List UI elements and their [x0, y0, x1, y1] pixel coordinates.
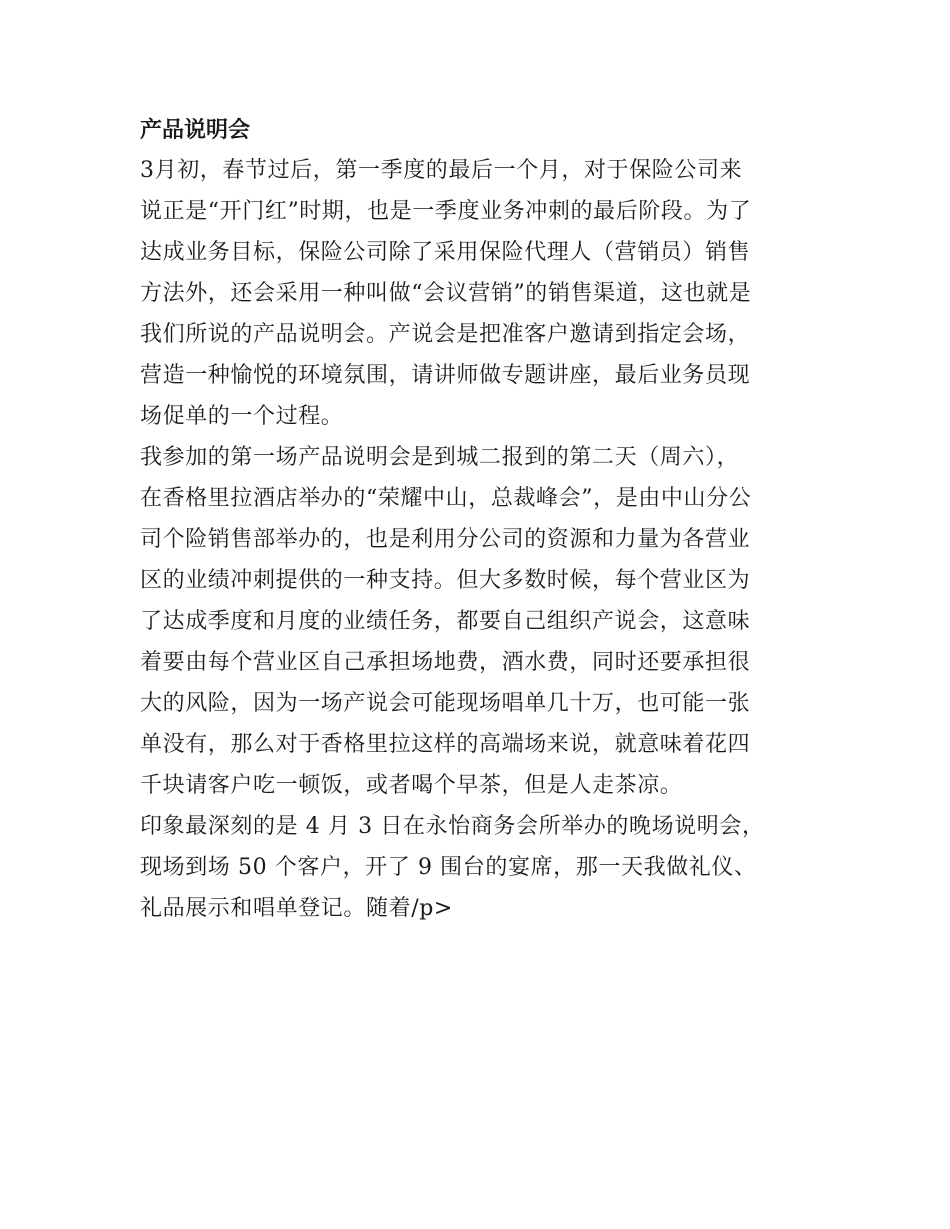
text-line: 3月初，春节过后，第一季度的最后一个月，对于保险公司来: [140, 158, 743, 183]
text-line: 司个险销售部举办的，也是利用分公司的资源和力量为各营业: [140, 527, 751, 552]
text-line: 了达成季度和月度的业绩任务，都要自己组织产说会，这意味: [140, 609, 751, 634]
text-line: 说正是“开门红”时期，也是一季度业务冲刺的最后阶段。为了: [140, 199, 752, 224]
paragraph-2: [140, 437, 820, 806]
document-title: 产品说明会: [140, 117, 251, 143]
text-line: 我参加的第一场产品说明会是到城二报到的第二天（周六），: [140, 445, 740, 470]
text-line: 营造一种愉悦的环境氛围，请讲师做专题讲座，最后业务员现: [140, 363, 751, 388]
document-page: [140, 110, 820, 929]
text-line: 场促单的一个过程。: [140, 404, 344, 429]
text-line: 现场到场 50 个客户，开了 9 围台的宴席，那一天我做礼仪、: [140, 855, 757, 880]
text-line: 区的业绩冲刺提供的一种支持。但大多数时候，每个营业区为: [140, 568, 751, 593]
text-line: 达成业务目标，保险公司除了采用保险代理人（营销员）销售: [140, 240, 751, 265]
text-line: 在香格里拉酒店举办的“荣耀中山，总裁峰会”，是由中山分公: [140, 486, 752, 511]
paragraph-3: [140, 806, 820, 929]
text-line: 大的风险，因为一场产说会可能现场唱单几十万，也可能一张: [140, 691, 751, 716]
text-line: 礼品展示和唱单登记。随着/p>: [140, 896, 453, 921]
text-line: 我们所说的产品说明会。产说会是把准客户邀请到指定会场，: [140, 322, 751, 347]
text-line: 千块请客户吃一顿饭，或者喝个早茶，但是人走茶凉。: [140, 773, 683, 798]
paragraph-1: [140, 150, 820, 437]
text-line: 单没有，那么对于香格里拉这样的高端场来说，就意味着花四: [140, 732, 751, 757]
text-line: 方法外，还会采用一种叫做“会议营销”的销售渠道，这也就是: [140, 281, 752, 306]
text-line: 着要由每个营业区自己承担场地费，酒水费，同时还要承担很: [140, 650, 751, 675]
text-line: 印象最深刻的是 4 月 3 日在永怡商务会所举办的晚场说明会，: [140, 814, 765, 839]
